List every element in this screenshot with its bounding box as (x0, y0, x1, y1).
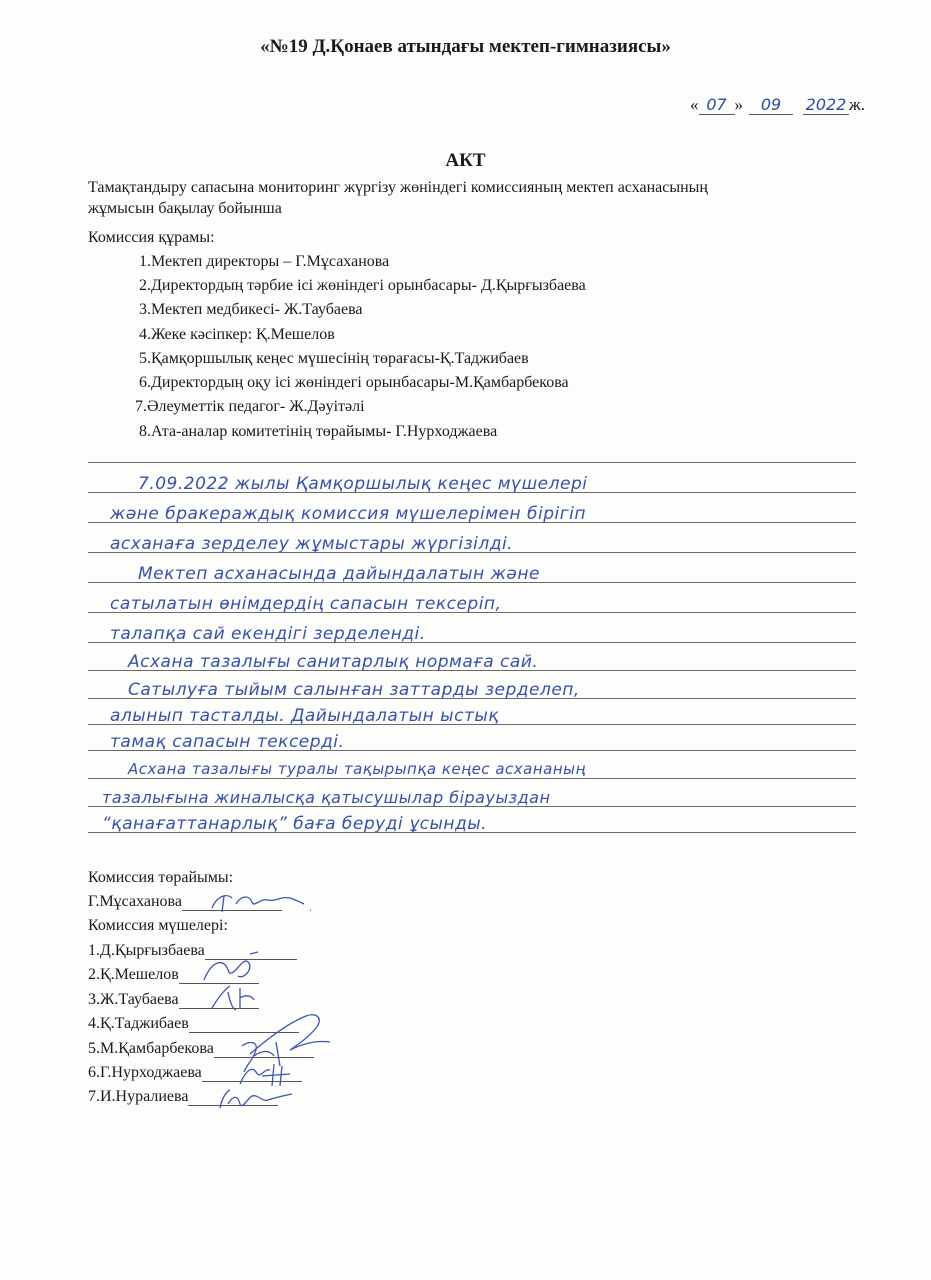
composition-label: Комиссия құрамы: (88, 229, 215, 246)
ruled-line (88, 462, 856, 463)
handwritten-line: талапқа сай екендігі зерделенді. (110, 624, 426, 644)
member-signature-icon (212, 1084, 302, 1114)
member-name: 3.Ж.Таубаева (88, 991, 179, 1008)
chair-label: Комиссия төрайымы: (88, 869, 234, 886)
member-name: 5.М.Қамбарбекова (88, 1040, 214, 1057)
member-item: 8.Ата-аналар комитетінің төрайымы- Г.Нурходжаева (139, 423, 498, 440)
members-label: Комиссия мүшелері: (88, 917, 228, 934)
date-month: 09 (749, 95, 793, 115)
handwritten-line: сатылатын өнімдердің сапасын тексеріп, (110, 594, 502, 614)
ruled-line (88, 778, 856, 779)
member-item: 3.Мектеп медбикесі- Ж.Таубаева (139, 301, 363, 318)
handwritten-line: алынып тасталды. Дайындалатын ыстық (110, 706, 500, 726)
handwritten-line: тамақ сапасын тексерді. (110, 732, 345, 752)
member-item: 4.Жеке кәсіпкер: Қ.Мешелов (139, 326, 335, 343)
member-item: 6.Директордың оқу ісі жөніндегі орынбасары-М.Қамбарбекова (139, 374, 569, 391)
document-title: АКТ (445, 150, 486, 171)
date-close-quote: » (734, 95, 743, 114)
date-year: 2022 (803, 95, 849, 115)
handwritten-line: “қанағаттанарлық” баға беруді ұсынды. (102, 814, 488, 834)
handwritten-line: асханаға зерделеу жұмыстары жүргізілді. (110, 534, 514, 554)
intro-line-1: Тамақтандыру сапасына мониторинг жүргізу жөніндегі комиссияның мектеп асханасының (88, 179, 708, 196)
handwritten-line: Мектеп асханасында дайындалатын және (138, 564, 540, 584)
document-date (690, 95, 865, 115)
member-name: 6.Г.Нурходжаева (88, 1064, 202, 1081)
school-title: «№19 Д.Қонаев атындағы мектеп-гимназиясы» (260, 36, 671, 57)
handwritten-line: Сатылуға тыйым салынған заттарды зерделеп, (128, 680, 580, 700)
member-name: 4.Қ.Таджибаев (88, 1015, 189, 1032)
intro-line-2: жұмысын бақылау бойынша (88, 200, 282, 217)
member-item: 7.Әлеуметтік педагог- Ж.Дәуітәлі (135, 398, 365, 415)
date-open-quote: « (690, 95, 699, 114)
member-name: 7.И.Нуралиева (88, 1088, 189, 1105)
handwritten-line: тазалығына жиналысқа қатысушылар бірауыздан (102, 788, 551, 807)
member-item: 1.Мектеп директоры – Г.Мұсаханова (139, 253, 390, 270)
member-signature-icon (206, 978, 276, 1014)
member-item: 2.Директордың тәрбие ісі жөніндегі орынбасары- Д.Қырғызбаева (139, 277, 586, 294)
handwritten-line: Асхана тазалығы туралы тақырыпқа кеңес асхананың (128, 760, 586, 778)
member-item: 5.Қамқоршылық кеңес мүшесінің төрағасы-Қ.Таджибаев (139, 350, 529, 367)
member-name: 2.Қ.Мешелов (88, 966, 179, 983)
chair-name: Г.Мұсаханова (88, 893, 182, 910)
member-name: 1.Д.Қырғызбаева (88, 942, 205, 959)
chair-signature-icon (206, 888, 316, 918)
date-day: 07 (699, 95, 735, 115)
handwritten-line: және бракераждық комиссия мүшелерімен бірігіп (110, 504, 586, 524)
date-suffix: ж. (849, 95, 865, 114)
handwritten-line: 7.09.2022 жылы Қамқоршылық кеңес мүшелері (138, 474, 588, 494)
handwritten-line: Асхана тазалығы санитарлық нормаға сай. (128, 652, 539, 672)
